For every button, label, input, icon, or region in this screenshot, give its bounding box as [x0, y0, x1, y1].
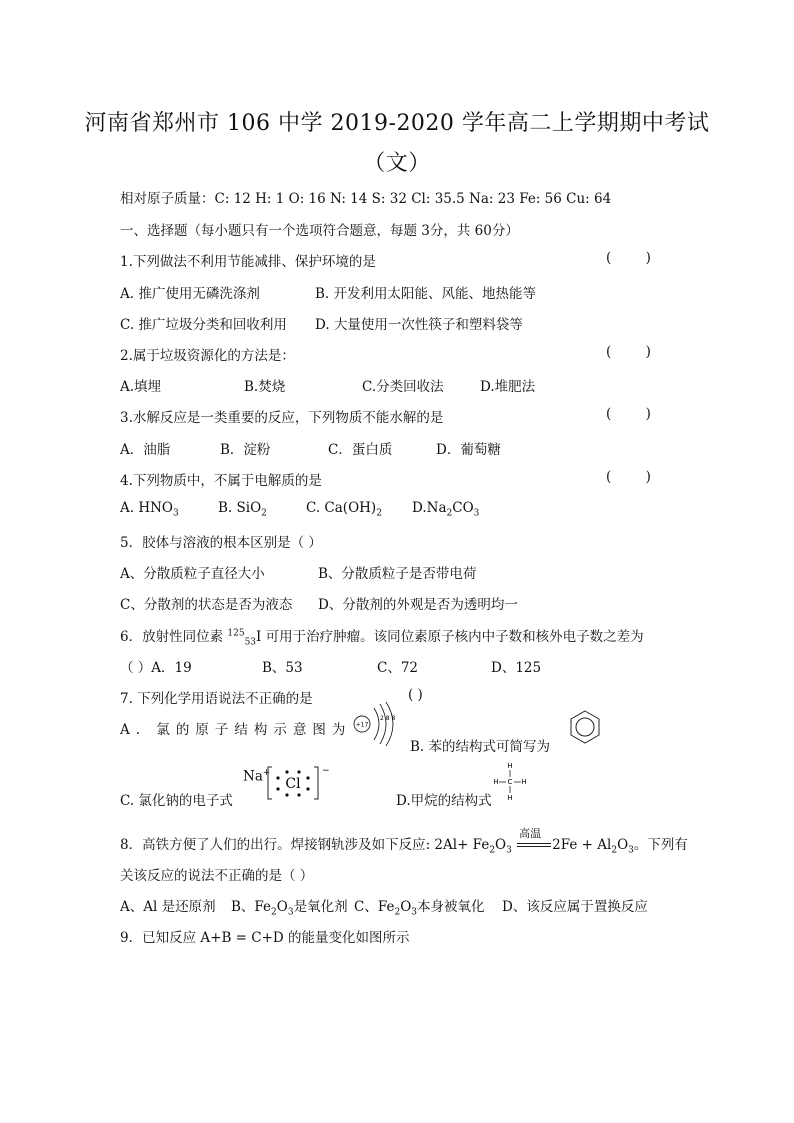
equal-line-bottom: [517, 846, 551, 847]
q3-option-a: A．油脂: [120, 442, 171, 458]
q4-option-d: $D.Na_2CO_3$: [412, 500, 480, 519]
question-8-stem: 8．高铁方便了人们的出行。焊接钢轨涉及如下反应: $2Al+ Fe_2O_3$ 高温 $2Fe + Al_2O_3$。下列有: [120, 826, 688, 856]
q5-option-a: A、分散质粒子直径大小: [120, 566, 265, 582]
sodium-ion-label: Na+: [243, 768, 271, 785]
q7-option-b: B. 苯的结构式可简写为: [410, 739, 551, 755]
h-top: H: [507, 762, 513, 770]
q4-option-a: A. $HNO_3$: [120, 500, 179, 519]
q8-option-d: D、该反应属于置换反应: [502, 899, 648, 915]
q7-option-d: D.甲烷的结构式: [396, 793, 492, 809]
q2-option-d: D.堆肥法: [480, 379, 536, 395]
condition-label: 高温: [519, 826, 542, 840]
h-right: H: [521, 778, 527, 786]
q5-option-c: C、分散剂的状态是否为液态: [120, 597, 293, 613]
q7-option-a: A. 氯的原子结构示意图为: [120, 722, 352, 738]
question-9-stem: 9．已知反应 A+B = C+D 的能量变化如图所示: [120, 930, 410, 946]
question-7-stem: 7. 下列化学用语说法不正确的是: [120, 691, 313, 707]
q2-option-a: A.填埋: [120, 379, 162, 395]
q3-option-d: D．葡萄糖: [436, 442, 501, 458]
q3-option-c: C．蛋白质: [328, 442, 393, 458]
question-4-stem: 4.下列物质中，不属于电解质的是: [120, 473, 322, 489]
q6-option-c: C、72: [377, 660, 419, 676]
q6-option-d: D、125: [491, 660, 542, 676]
c-center: C: [507, 778, 513, 786]
chlorine-atom-diagram: [352, 700, 412, 750]
q1-option-c: C. 推广垃圾分类和回收利用: [120, 317, 287, 333]
q8-option-c: C、$Fe_2O_3$本身被氧化: [354, 899, 485, 918]
h-left: H: [493, 778, 499, 786]
q5-option-d: D、分散剂的外观是否为透明均一: [318, 597, 518, 613]
atomic-masses: 相对原子质量：C: 12 H: 1 O: 16 N: 14 S: 32 Cl: 35.5 Na: 23 Fe: 56 Cu: 64: [120, 191, 612, 207]
answer-paren-3: ( ): [606, 406, 651, 422]
nucleus-label: +17: [355, 721, 369, 729]
q1-option-a: A. 推广使用无磷洗涤剂: [120, 286, 260, 302]
q6-option-b: B、53: [262, 660, 303, 676]
q8-option-a: A、Al 是还原剂: [120, 899, 216, 915]
benzene-ring-icon: [566, 708, 604, 746]
exam-subtitle: （文）: [363, 151, 431, 176]
shell-electron-counts: 2 8 8: [380, 715, 396, 722]
question-8-line2: 关该反应的说法不正确的是（ ）: [120, 868, 314, 884]
q7-option-c: C. 氯化钠的电子式: [120, 793, 233, 809]
q8-option-b: B、$Fe_2O_3$是氧化剂: [231, 899, 348, 918]
methane-structure-diagram: [492, 760, 528, 804]
answer-paren-7: ( ): [408, 687, 423, 703]
answer-paren-1: ( ): [606, 250, 651, 266]
q2-option-c: C.分类回收法: [362, 379, 444, 395]
q6-option-a: （ ）A．19: [120, 660, 192, 676]
exam-title: 河南省郑州市 106 中学 2019-2020 学年高二上学期期中考试: [84, 111, 710, 136]
q4-option-b: B. SiO$_2$: [218, 500, 267, 519]
reaction-condition: [517, 826, 551, 853]
chlorine-symbol: Cl: [285, 776, 301, 792]
chloride-electron-formula: [264, 763, 330, 803]
answer-paren-2: ( ): [606, 344, 651, 360]
question-1-stem: 1.下列做法不利用节能减排、保护环境的是: [120, 254, 376, 270]
question-6-stem: 6．放射性同位素 $^{125}_{53}$I 可用于治疗肿瘤。该同位素原子核内中子数和核外电子数之差为: [120, 628, 644, 648]
q3-option-b: B．淀粉: [220, 442, 271, 458]
q4-option-c: C. $Ca(OH)_2$: [306, 500, 382, 519]
q1-option-b: B. 开发利用太阳能、风能、地热能等: [315, 286, 537, 302]
q1-option-d: D. 大量使用一次性筷子和塑料袋等: [315, 317, 523, 333]
question-2-stem: 2.属于垃圾资源化的方法是：: [120, 348, 295, 364]
answer-paren-4: ( ): [606, 469, 651, 485]
section-heading: 一、选择题（每小题只有一个选项符合题意，每题 3分，共 60分）: [120, 223, 519, 239]
question-5-stem: 5．胶体与溶液的根本区别是（ ）: [120, 535, 322, 551]
h-bottom: H: [507, 794, 513, 802]
equal-line-top: [517, 843, 551, 844]
question-3-stem: 3.水解反应是一类重要的反应，下列物质不能水解的是: [120, 410, 444, 426]
q5-option-b: B、分散质粒子是否带电荷: [318, 566, 477, 582]
q2-option-b: B.焚烧: [244, 379, 286, 395]
chloride-charge: −: [322, 766, 330, 776]
